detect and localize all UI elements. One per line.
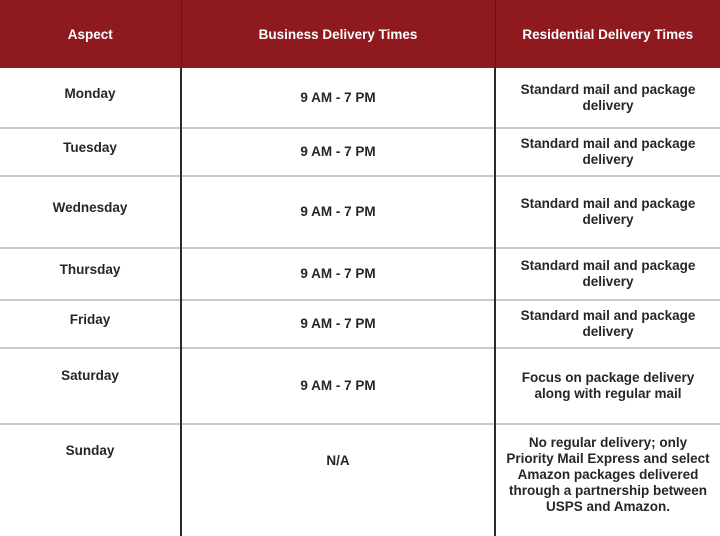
- residential-time-cell: [495, 176, 720, 248]
- residential-text: Standard mail and package delivery: [520, 258, 696, 289]
- table-row: [0, 300, 720, 348]
- day-cell: Tuesday: [0, 128, 181, 176]
- residential-time-cell: [495, 348, 720, 424]
- residential-time-cell: [495, 68, 720, 128]
- business-time-cell: 9 AM - 7 PM: [181, 128, 495, 176]
- header-residential-delivery-times: Residential Delivery Times: [495, 0, 720, 68]
- header-aspect: Aspect: [0, 0, 181, 68]
- table-header: [0, 0, 720, 68]
- residential-text: Standard mail and package delivery: [520, 136, 696, 167]
- residential-text: No regular delivery; only Priority Mail Express and select Amazon packages delivered through a partnership between USPS and Amazon.: [506, 435, 710, 514]
- residential-time-cell: [495, 128, 720, 176]
- header-row: [0, 0, 720, 68]
- table-row: [0, 68, 720, 128]
- day-cell: Saturday: [0, 348, 181, 424]
- residential-text: Standard mail and package delivery: [520, 308, 696, 339]
- table-row: [0, 348, 720, 424]
- day-cell: Friday: [0, 300, 181, 348]
- residential-time-cell: [495, 424, 720, 536]
- residential-time-cell: [495, 248, 720, 300]
- day-cell: Thursday: [0, 248, 181, 300]
- day-cell: Monday: [0, 68, 181, 128]
- table-row: [0, 248, 720, 300]
- day-cell: Wednesday: [0, 176, 181, 248]
- residential-text: Standard mail and package delivery: [520, 81, 696, 113]
- day-cell: Sunday: [0, 424, 181, 536]
- header-business-delivery-times: Business Delivery Times: [181, 0, 495, 68]
- residential-time-cell: [495, 300, 720, 348]
- business-time-cell: 9 AM - 7 PM: [181, 300, 495, 348]
- table-row: [0, 424, 720, 536]
- table-row: [0, 176, 720, 248]
- residential-text: Standard mail and package delivery: [520, 196, 696, 227]
- table-body: [0, 68, 720, 536]
- business-time-cell: 9 AM - 7 PM: [181, 68, 495, 128]
- business-time-cell: 9 AM - 7 PM: [181, 248, 495, 300]
- business-time-cell: 9 AM - 7 PM: [181, 176, 495, 248]
- business-time-cell: 9 AM - 7 PM: [181, 348, 495, 424]
- residential-text: Focus on package delivery along with regular mail: [521, 370, 695, 401]
- business-time-cell: N/A: [181, 424, 495, 536]
- table-row: [0, 128, 720, 176]
